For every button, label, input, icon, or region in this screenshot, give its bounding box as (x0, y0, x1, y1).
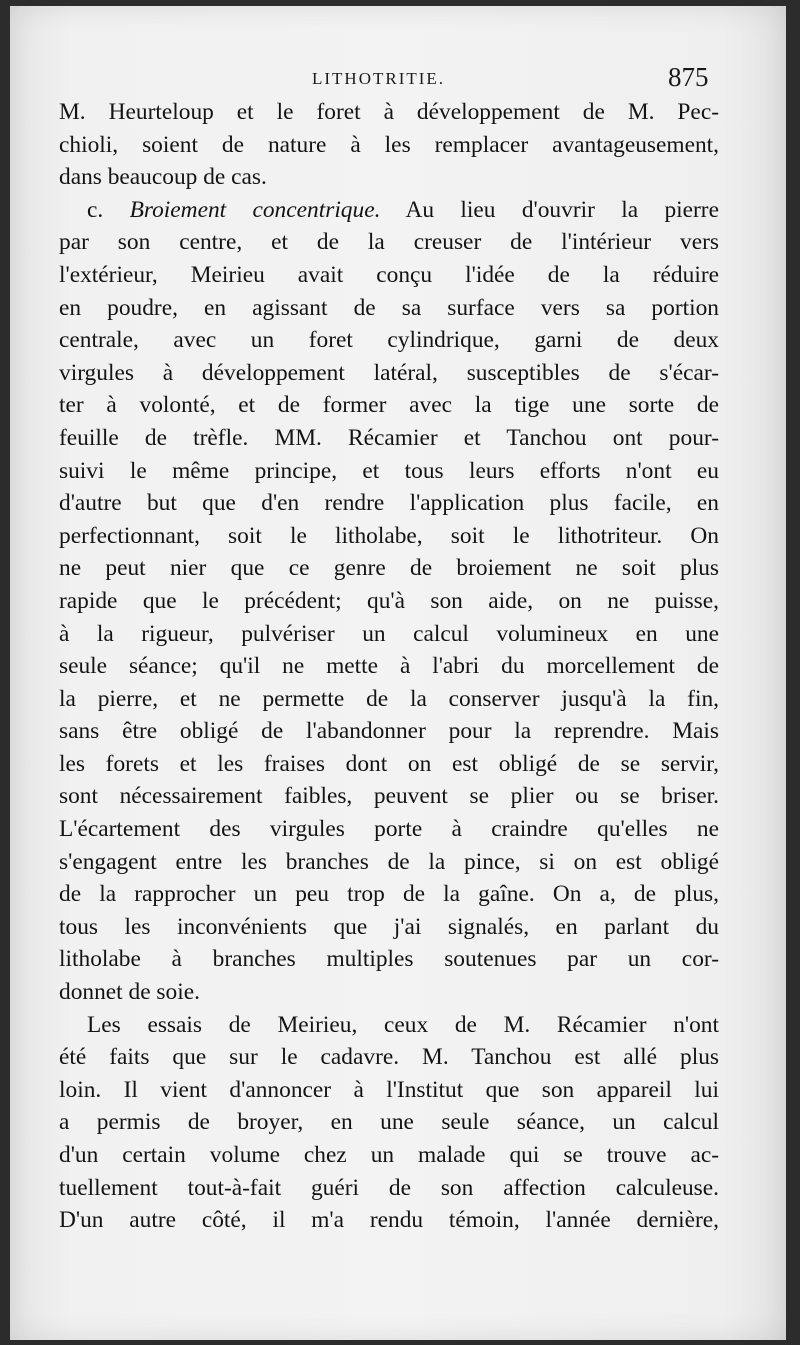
text-line: d'un certain volume chez un malade qui se trouve ac- (59, 1142, 719, 1168)
text-line: de la rapprocher un peu trop de la gaîne. On a, de plus, (59, 881, 719, 908)
text-line: seule séance; qu'il ne mette à l'abri du morcellement de (59, 653, 719, 680)
text-line: rapide que le précédent; qu'à son aide, on ne puisse, (59, 587, 719, 614)
text-line: Les essais de Meirieu, ceux de M. Récamier n'ont (87, 1011, 719, 1038)
text-line: dans beaucoup de cas. (59, 164, 267, 191)
text-line: L'écartement des virgules porte à craindre qu'elles ne (59, 816, 719, 843)
running-head (10, 62, 786, 94)
text-line: feuille de trèfle. MM. Récamier et Tanchou ont pour- (59, 424, 719, 451)
text-line: D'un autre côté, il m'a rendu témoin, l'année dernière, (59, 1207, 719, 1234)
text-line: litholabe à branches multiples soutenues par un cor- (59, 946, 719, 973)
text-line: virgules à développement latéral, susceptibles de s'écar- (59, 359, 719, 386)
text-line: loin. Il vient d'annoncer à l'Institut que son appareil lui (59, 1076, 719, 1103)
section-heading-line (59, 194, 719, 227)
text-line: les forets et les fraises dont on est obligé de se servir, (59, 750, 719, 777)
section-title: Broiement concentrique. (129, 196, 381, 223)
text-line: tuellement tout-à-fait guéri de son affection calculeuse. (59, 1174, 719, 1201)
text-line: la pierre, et ne permette de la conserver jusqu'à la fin, (59, 685, 719, 712)
book-page (10, 6, 786, 1340)
text-line: tous les inconvénients que j'ai signalés, en parlant du (59, 913, 719, 940)
text-line: sont nécessairement faibles, peuvent se plier ou se briser. (59, 783, 719, 810)
section-label: c. (87, 196, 104, 223)
text-line: d'autre but que d'en rendre l'application plus facile, en (59, 490, 719, 517)
text-line: ter à volonté, et de former avec la tige une sorte de (59, 392, 719, 419)
text-line: sans être obligé de l'abandonner pour la reprendre. Mais (59, 718, 719, 745)
page-number: 875 (668, 62, 709, 92)
text-line: perfectionnant, soit le litholabe, soit le lithotriteur. On (59, 522, 719, 549)
text-line: centrale, avec un foret cylindrique, garni de deux (59, 327, 719, 354)
body-text (59, 96, 719, 1237)
text-line: en poudre, en agissant de sa surface vers sa portion (59, 294, 719, 321)
text-line: ne peut nier que ce genre de broiement ne soit plus (59, 555, 719, 582)
text-line: donnet de soie. (59, 979, 200, 1006)
running-title: LITHOTRITIE. (312, 69, 446, 88)
section-heading-rest: Au lieu d'ouvrir la pierre (405, 196, 719, 223)
text-line: M. Heurteloup et le foret à développement de M. Pec- (59, 99, 719, 125)
text-line: s'engagent entre les branches de la pince, si on est obligé (59, 848, 719, 875)
text-line: été faits que sur le cadavre. M. Tanchou est allé plus (59, 1044, 719, 1071)
text-line: suivi le même principe, et tous leurs efforts n'ont eu (59, 457, 719, 484)
text-line: à la rigueur, pulvériser un calcul volumineux en une (59, 620, 719, 647)
text-line: l'extérieur, Meirieu avait conçu l'idée de la réduire (59, 261, 719, 288)
text-line: a permis de broyer, en une seule séance, un calcul (59, 1109, 719, 1136)
text-line: par son centre, et de la creuser de l'intérieur vers (59, 229, 719, 256)
text-line: chioli, soient de nature à les remplacer avantageusement, (59, 131, 719, 158)
